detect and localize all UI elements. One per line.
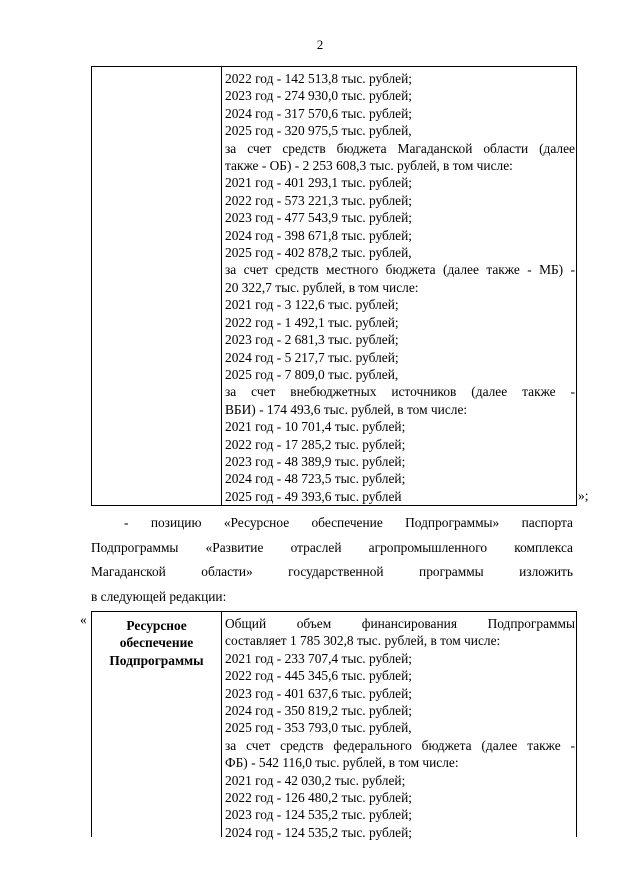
funding-line: 2022 год - 573 221,3 тыс. рублей; [225,192,412,208]
funding-line: за счет средств федерального бюджета (далее также - [225,737,575,753]
funding-line: 2023 год - 401 637,6 тыс. рублей; [225,685,412,701]
funding-line: 2024 год - 398 671,8 тыс. рублей; [225,227,412,243]
funding-line: 2022 год - 17 285,2 тыс. рублей; [225,436,406,452]
funding-line: 2022 год - 142 513,8 тыс. рублей; [225,71,412,86]
funding-line: 2024 год - 48 723,5 тыс. рублей; [225,471,406,487]
funding-line: 2023 год - 124 535,2 тыс. рублей; [225,807,412,823]
paragraph-line: Магаданской области» государственной программы изложить [91,564,573,579]
funding-line: 2025 год - 353 793,0 тыс. рублей, [225,720,412,736]
page-number: 2 [316,37,324,52]
funding-line: 20 322,7 тыс. рублей, в том числе: [225,279,419,295]
funding-line: 2021 год - 10 701,4 тыс. рублей; [225,419,406,435]
funding-details-cell [225,615,575,841]
funding-line: Общий объем финансирования Подпрограммы [225,616,575,631]
header-line: Подпрограммы [109,652,204,668]
funding-line: ВБИ) - 174 493,6 тыс. рублей, в том числе: [225,401,468,417]
funding-line: 2025 год - 320 975,5 тыс. рублей, [225,123,412,139]
closing-quote-mark: »; [578,488,589,503]
funding-line: составляет 1 785 302,8 тыс. рублей, в том числе: [225,633,501,649]
funding-line: 2021 год - 42 030,2 тыс. рублей; [225,772,406,788]
header-line: обеспечение [119,635,194,651]
funding-line: 2022 год - 126 480,2 тыс. рублей; [225,790,412,806]
funding-line: 2024 год - 5 217,7 тыс. рублей; [225,349,399,365]
funding-line: 2021 год - 233 707,4 тыс. рублей; [225,650,412,666]
funding-details-cell [225,70,575,505]
funding-line: 2023 год - 477 543,9 тыс. рублей; [225,210,412,226]
funding-line: 2021 год - 401 293,1 тыс. рублей; [225,175,412,191]
funding-line: 2023 год - 48 389,9 тыс. рублей; [225,453,406,469]
funding-line: 2021 год - 3 122,6 тыс. рублей; [225,297,399,313]
funding-line: 2024 год - 317 570,6 тыс. рублей; [225,105,412,121]
opening-quote-mark: « [80,612,87,627]
funding-line: за счет средств местного бюджета (далее также - МБ) - [225,262,575,278]
funding-line: 2024 год - 350 819,2 тыс. рублей; [225,703,412,719]
resource-header-cell [92,617,221,669]
table-column-divider [221,67,222,505]
funding-line: 2025 год - 49 393,6 тыс. рублей [225,488,402,504]
paragraph-line: - позицию «Ресурсное обеспечение Подпрограммы» паспорта [124,515,573,530]
funding-line: ФБ) - 542 116,0 тыс. рублей, в том числе: [225,755,459,771]
funding-line: 2024 год - 124 535,2 тыс. рублей; [225,824,412,840]
funding-line: 2022 год - 445 345,6 тыс. рублей; [225,668,412,684]
funding-line: также - ОБ) - 2 253 608,3 тыс. рублей, в том числе: [225,158,513,174]
funding-line: 2023 год - 274 930,0 тыс. рублей; [225,88,412,104]
funding-line: за счет внебюджетных источников (далее также - [225,384,575,400]
header-line: Ресурсное [126,618,187,633]
amendment-paragraph [91,511,573,609]
paragraph-line: Подпрограммы «Развитие отраслей агропромышленного комплекса [91,539,573,555]
resource-table-continued [91,66,577,506]
resource-table-new [91,611,577,840]
table-column-divider [221,612,222,837]
funding-line: 2022 год - 1 492,1 тыс. рублей; [225,314,399,330]
funding-line: 2023 год - 2 681,3 тыс. рублей; [225,332,399,348]
funding-line: за счет средств бюджета Магаданской области (далее [225,140,575,156]
paragraph-line: в следующей редакции: [91,588,227,604]
funding-line: 2025 год - 7 809,0 тыс. рублей, [225,366,399,382]
funding-line: 2025 год - 402 878,2 тыс. рублей, [225,245,412,261]
